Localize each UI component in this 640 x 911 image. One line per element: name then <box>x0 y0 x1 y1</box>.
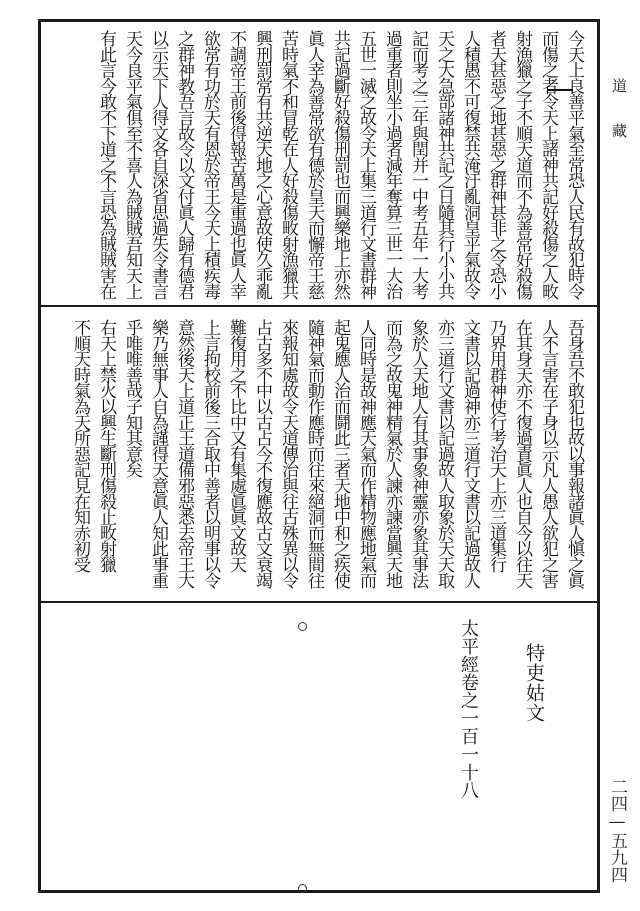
text-column: 射漁獵之子不順天道而不為善常好殺傷 <box>512 30 532 299</box>
text-column: 來報知處故令天道傳治與往古殊異以令 <box>278 319 298 588</box>
text-column: 亦三道行文書以記過故人取象於天天取 <box>434 319 454 588</box>
chapter-end-title: 太平經卷之一百一十八 <box>458 619 479 799</box>
text-column: 乃界用群神使行考治天上亦三道集行 <box>486 319 506 572</box>
text-column: 起鬼應人治而鬪此三者天地中和之疾使 <box>330 319 350 588</box>
text-column: 有此言今敢不下道之不言恐為賊賊害在 <box>96 30 116 299</box>
text-column: 以示天下人得文各自深省思過失令書言 <box>148 30 168 299</box>
text-column: 之群神教吾言故令以文付眞人歸有德君 <box>174 30 194 299</box>
text-column: 苦時氣不和冒乾在人好殺傷畋射漁獵共 <box>278 30 298 299</box>
column-spacer <box>481 603 521 890</box>
lower-columns <box>455 603 587 890</box>
section-title: 特吏姑文 <box>523 643 545 723</box>
text-column: 興刑罰常有共逆天地之心意故使久乖亂 <box>252 30 272 299</box>
text-column: 吾身吾不敢犯也故以事報諸眞人愼之眞 <box>564 319 584 588</box>
binding-hole-mark <box>298 884 307 893</box>
binding-hole-mark <box>298 622 307 631</box>
text-column: 上言拘校前後三合取中善者以明事以令 <box>200 319 220 588</box>
text-column: 而傷之者令天上諸神共記好殺傷之人畋 <box>538 30 558 299</box>
text-column: 乎唯唯善哉子知其意矣 <box>122 319 142 478</box>
text-column: 五世一滅之故令天上集三道行文書群神 <box>356 30 376 299</box>
text-column: 占古多不中以古占今不復應故古文衰竭 <box>252 319 272 588</box>
text-column: 天今良平氣俱至不喜人為賊賊吾知天上 <box>122 30 142 299</box>
text-column: 而為之故鬼神精氣於人諫亦諫當興天地 <box>382 319 402 588</box>
text-column: 人同時是故神應天氣而作精物應地氣而 <box>356 319 376 588</box>
middle-columns <box>67 307 587 601</box>
text-column: 樂乃無事人自為謹得天意眞人知此事重 <box>148 319 168 588</box>
text-panel-lower <box>41 603 597 890</box>
collection-header: 道藏 <box>610 78 628 168</box>
text-panel-upper <box>41 22 597 307</box>
text-column: 人不言害在子身以示凡人愚人欲犯之害 <box>538 319 558 588</box>
text-column: 共記過斷好殺傷刑罰也而興樂地上亦然 <box>330 30 350 299</box>
text-column: 人積愚不可復禁共淹汙亂洞皇平氣故令 <box>460 30 480 299</box>
text-column: 欲常有功於天有恩於帝王今天上積疾毒 <box>200 30 220 299</box>
text-column: 不順天時氣為天所惡記見在知赤初受 <box>70 319 90 572</box>
text-column: 隨神氣而動作應時而往來絕洞而無間往 <box>304 319 324 588</box>
text-column: 過重者則坐小過者減年奪算三世一大治 <box>382 30 402 299</box>
upper-columns <box>93 22 587 305</box>
page-number: 二四—五九四 <box>607 778 627 883</box>
text-column: 今天上良善平氣至常恐人民有故犯時令 <box>564 30 584 299</box>
page-frame <box>38 19 600 893</box>
text-column: 難復用之不比中又有集處眞眞文故天 <box>226 319 246 572</box>
text-column: 象於人天地人有其事象神靈亦象其事法 <box>408 319 428 588</box>
text-column: 右天上禁火以興生斷刑傷殺止畋射獵 <box>96 319 116 572</box>
text-column: 不調帝王前後得報苦萬是重過也眞人幸 <box>226 30 246 299</box>
text-column: 在其身天亦不復過責眞人也自今以往天 <box>512 319 532 588</box>
column-spacer <box>547 603 587 890</box>
text-column: 文書以記過神亦三道行文書以記過故人 <box>460 319 480 588</box>
text-panel-middle <box>41 307 597 603</box>
text-column: 意然後天上道正王道備邪惡悉去帝王大 <box>174 319 194 588</box>
text-column: 天之大急部諸神共記之日隨其行小小共 <box>434 30 454 299</box>
text-column: 者天甚惡之地甚惡之群神甚非之令恐小 <box>486 30 506 299</box>
text-column: 眞人幸為善常欲有德於皇天而懈帝王慈 <box>304 30 324 299</box>
text-column: 記而考之三年與閏并一中考五年一大考 <box>408 30 428 299</box>
